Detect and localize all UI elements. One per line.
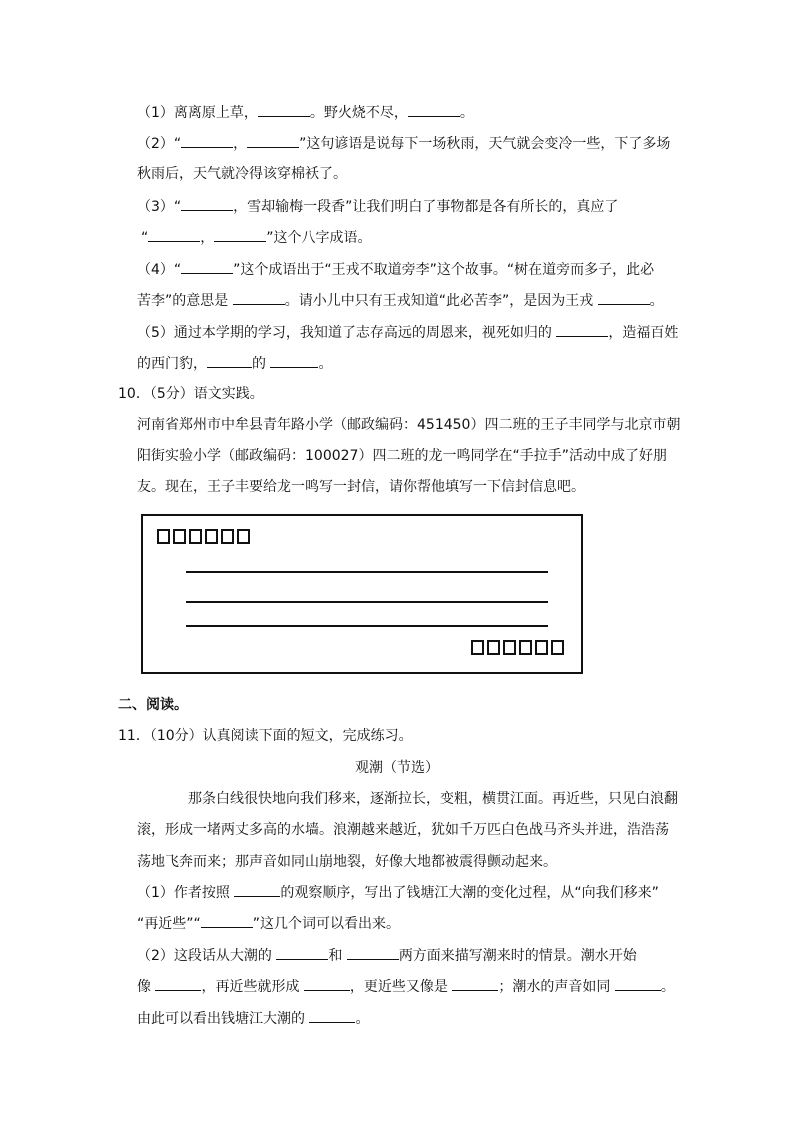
q10-paragraph-line: 友。现在，王子丰要给龙一鸣写一封信，请你帮他填写一下信封信息吧。 — [137, 479, 585, 495]
section-heading: 二、阅读。 — [118, 697, 188, 713]
recipient-name-line[interactable] — [186, 601, 548, 603]
passage-line: 那条白线很快地向我们移来，逐渐拉长，变粗，横贯江面。再近些，只见白浪翻 — [188, 791, 678, 807]
answer-blank[interactable] — [201, 913, 253, 928]
answer-blank[interactable] — [181, 133, 233, 148]
postcode-box[interactable] — [535, 640, 548, 655]
sender-address-line[interactable] — [186, 625, 548, 627]
postcode-box[interactable] — [487, 640, 500, 655]
answer-blank[interactable] — [181, 196, 233, 211]
postcode-box[interactable] — [189, 529, 202, 544]
answer-blank[interactable] — [276, 945, 328, 960]
q9-item-4-cont: 苦李”的意思是 。请小儿中只有王戎知道“此必苦李”，是因为王戎 。 — [137, 290, 664, 311]
answer-blank[interactable] — [452, 976, 498, 991]
answer-blank[interactable] — [347, 945, 399, 960]
answer-blank[interactable] — [304, 976, 350, 991]
answer-blank[interactable] — [207, 353, 252, 368]
q9-item-4: （4）“ ”这个成语出于“王戎不取道旁李”这个故事。“树在道旁而多子，此必 — [137, 259, 654, 280]
answer-blank[interactable] — [233, 290, 285, 305]
postcode-box[interactable] — [551, 640, 564, 655]
q9-item-3-cont: “ ， ”这个八字成语。 — [141, 227, 372, 248]
q9-item-5: （5）通过本学期的学习，我知道了志存高远的周恩来，视死如归的 ，造福百姓 — [137, 322, 678, 343]
answer-blank[interactable] — [270, 353, 318, 368]
q9-item-2: （2）“ ， ”这句谚语是说每下一场秋雨，天气就会变冷一些，下了多场 — [137, 133, 670, 154]
q9-item-1: （1）离离原上草， 。野火烧不尽， 。 — [137, 102, 474, 123]
answer-blank[interactable] — [181, 259, 233, 274]
recipient-address-line[interactable] — [186, 571, 548, 573]
answer-blank[interactable] — [155, 976, 201, 991]
postcode-box[interactable] — [503, 640, 516, 655]
q9-item-5-cont: 的西门豹， 的 。 — [137, 353, 332, 374]
q9-item-2-cont: 秋雨后，天气就冷得该穿棉袄了。 — [137, 166, 347, 182]
q9-item-3: （3）“ ，雪却输梅一段香”让我们明白了事物都是各有所长的，真应了 — [137, 196, 618, 217]
q11-sub1-cont: “再近些”“ ”这几个词可以看出来。 — [137, 913, 400, 934]
answer-blank[interactable] — [408, 102, 460, 117]
answer-blank[interactable] — [556, 322, 608, 337]
q11-sub2: （2）这段话从大潮的 和 两方面来描写潮来时的情景。潮水开始 — [137, 945, 637, 966]
answer-blank[interactable] — [598, 290, 650, 305]
answer-blank[interactable] — [234, 882, 280, 897]
q11-sub2-cont: 由此可以看出钱塘江大潮的 。 — [137, 1008, 369, 1029]
q10-paragraph-line: 河南省郑州市中牟县青年路小学（邮政编码：451450）四二班的王子丰同学与北京市朝 — [137, 417, 681, 433]
passage-line: 荡地飞奔而来；那声音如同山崩地裂，好像大地都被震得颤动起来。 — [137, 854, 557, 870]
answer-blank[interactable] — [309, 1008, 355, 1023]
envelope-form — [141, 514, 583, 674]
q10-heading: 10．（5分）语文实践。 — [118, 386, 264, 402]
answer-blank[interactable] — [214, 227, 266, 242]
q10-paragraph-line: 阳街实验小学（邮政编码：100027）四二班的龙一鸣同学在“手拉手”活动中成了好朋 — [137, 448, 667, 464]
answer-blank[interactable] — [148, 227, 200, 242]
postcode-box[interactable] — [205, 529, 218, 544]
postcode-box[interactable] — [221, 529, 234, 544]
q11-sub2-cont: 像 ，再近些就形成 ，更近些又像是 ；潮水的声音如同 。 — [137, 976, 675, 997]
postcode-box[interactable] — [519, 640, 532, 655]
passage-line: 滚，形成一堵两丈多高的水墙。浪潮越来越近，犹如千万匹白色战马齐头并进，浩浩荡 — [137, 822, 669, 838]
q11-heading: 11．（10分）认真阅读下面的短文，完成练习。 — [118, 728, 413, 744]
postcode-box[interactable] — [173, 529, 186, 544]
postcode-box[interactable] — [237, 529, 250, 544]
postcode-box[interactable] — [471, 640, 484, 655]
answer-blank[interactable] — [258, 102, 310, 117]
q11-sub1: （1）作者按照 的观察顺序，写出了钱塘江大潮的变化过程，从“向我们移来” — [137, 882, 659, 903]
postcode-box[interactable] — [157, 529, 170, 544]
answer-blank[interactable] — [615, 976, 661, 991]
answer-blank[interactable] — [247, 133, 299, 148]
passage-title: 观潮（节选） — [355, 760, 439, 776]
